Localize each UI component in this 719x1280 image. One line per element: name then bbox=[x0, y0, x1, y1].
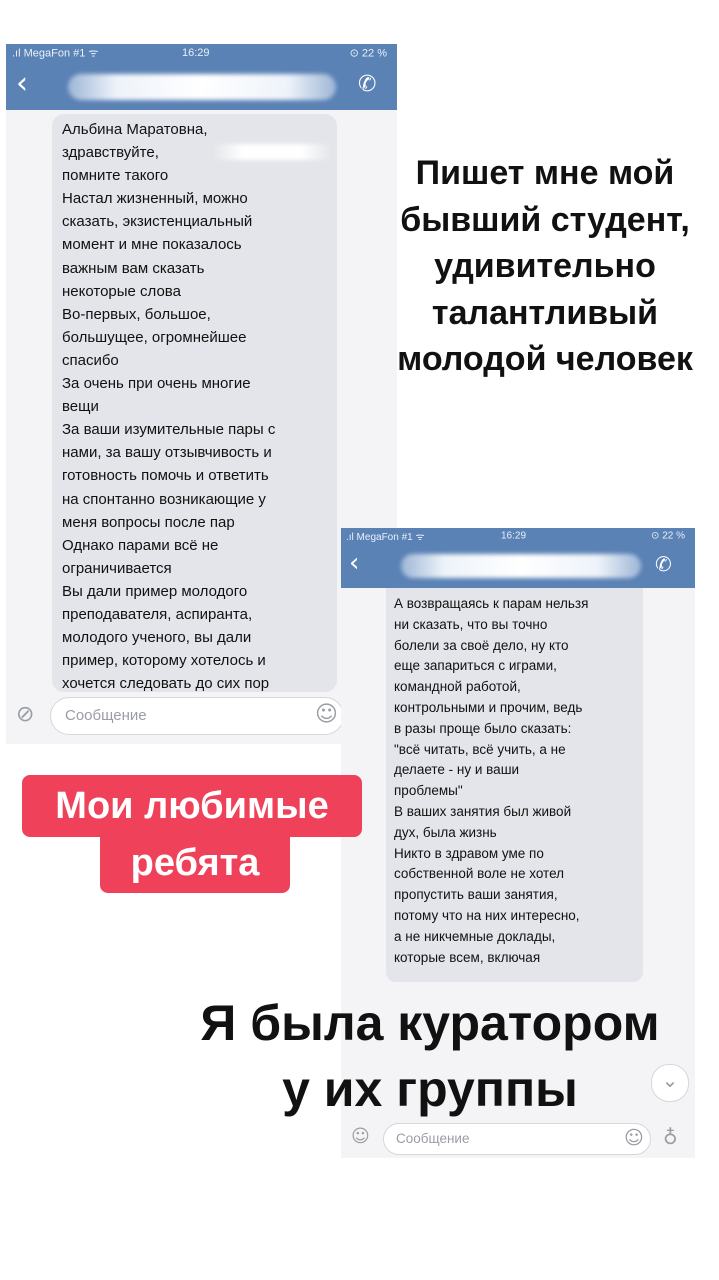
message-line: Никто в здравом уме по bbox=[394, 845, 544, 861]
message-line: пример, которому хотелось и bbox=[62, 652, 266, 670]
carrier-label: .ıl MegaFon #1 ᯤ bbox=[346, 532, 425, 543]
message-line: помните такого bbox=[62, 167, 169, 185]
message-line: А возвращаясь к парам нельзя bbox=[394, 596, 589, 611]
message-line: нами, за вашу отзывчивость и bbox=[62, 444, 272, 462]
caption-line: у их группы bbox=[282, 1061, 578, 1117]
message-line: а не никчемные доклады, bbox=[394, 928, 556, 944]
message-line: спасибо bbox=[62, 351, 119, 369]
phone-icon[interactable]: ✆ bbox=[655, 552, 672, 576]
badge-line: ребята bbox=[130, 842, 260, 884]
message-line: Во-первых, большое, bbox=[62, 305, 211, 323]
message-line: хочется следовать до сих пор bbox=[62, 675, 270, 692]
message-line: За очень при очень многие bbox=[62, 375, 251, 393]
message-line: здравствуйте, bbox=[62, 144, 159, 162]
status-bar bbox=[6, 44, 397, 62]
emoji-icon[interactable]: ☺ bbox=[315, 702, 338, 727]
chat-header bbox=[341, 544, 695, 588]
message-line: преподавателя, аспиранта, bbox=[62, 605, 253, 623]
attach-icon[interactable]: ⊘ bbox=[16, 702, 35, 727]
chat-header bbox=[6, 62, 397, 110]
caption-line: удивительно bbox=[434, 247, 656, 285]
message-input-placeholder: Сообщение bbox=[396, 1131, 470, 1146]
caption-line: Пишет мне мой bbox=[415, 154, 675, 192]
message-line: контрольными и прочим, ведь bbox=[394, 699, 583, 715]
message-line: проблемы" bbox=[394, 783, 463, 799]
message-line: сказать, экзистенциальный bbox=[62, 213, 253, 231]
message-line: потому что на них интересно, bbox=[394, 907, 580, 923]
message-line: которые всем, включая bbox=[394, 949, 541, 965]
message-line: важным вам сказать bbox=[62, 259, 205, 277]
caption-top-right bbox=[380, 150, 710, 383]
favorite-students-badge bbox=[22, 775, 362, 837]
message-line: ограничивается bbox=[62, 559, 172, 577]
message-line: большущее, огромнейшее bbox=[62, 328, 247, 346]
message-line: Альбина Маратовна, bbox=[62, 121, 208, 138]
message-line: вещи bbox=[62, 398, 99, 416]
message-line: За ваши изумительные пары с bbox=[62, 421, 276, 439]
message-line: молодого ученого, вы дали bbox=[62, 629, 252, 647]
message-line: момент и мне показалось bbox=[62, 236, 242, 254]
phone-icon[interactable]: ✆ bbox=[358, 72, 377, 97]
message-line: болели за своё дело, ну кто bbox=[394, 637, 569, 653]
scroll-down-icon[interactable]: ⌄ bbox=[651, 1064, 689, 1102]
message-bubble bbox=[386, 588, 643, 982]
emoji-icon[interactable]: ☺ bbox=[624, 1127, 644, 1149]
message-line: пропустить ваши занятия, bbox=[394, 887, 558, 903]
message-line: В ваших занятия был живой bbox=[394, 803, 572, 819]
message-line: собственной воле не хотел bbox=[394, 866, 565, 882]
message-line: Вы дали пример молодого bbox=[62, 582, 248, 600]
back-arrow-icon[interactable]: ‹ bbox=[16, 66, 28, 101]
message-line: меня вопросы после пар bbox=[62, 513, 235, 531]
clock: 16:29 bbox=[182, 47, 210, 59]
chat-screenshot-left bbox=[6, 44, 397, 744]
message-line: в разы проще было сказать: bbox=[394, 720, 572, 736]
caption-line: талантливый bbox=[431, 293, 659, 332]
contact-name-blurred bbox=[68, 74, 336, 100]
battery-indicator: ⊙ 22 % bbox=[349, 47, 387, 60]
message-line: Настал жизненный, можно bbox=[62, 190, 248, 208]
caption-bottom bbox=[160, 990, 700, 1122]
message-line: на спонтанно возникающие у bbox=[62, 490, 266, 508]
message-line: ни сказать, что вы точно bbox=[394, 616, 548, 632]
contact-name-blurred bbox=[401, 554, 641, 578]
message-line: некоторые слова bbox=[62, 282, 181, 300]
favorite-students-badge-line2 bbox=[100, 835, 290, 893]
clock: 16:29 bbox=[501, 530, 527, 542]
message-line: готовность помочь и ответить bbox=[62, 467, 269, 485]
microphone-icon[interactable]: ♁ bbox=[663, 1125, 678, 1149]
message-line: дух, была жизнь bbox=[394, 824, 497, 840]
message-line: еще запариться с играми, bbox=[394, 658, 557, 674]
message-line: командной работой, bbox=[394, 679, 521, 695]
message-input[interactable] bbox=[383, 1123, 651, 1155]
message-line: "всё читать, всё учить, а не bbox=[394, 741, 566, 757]
battery-indicator: ⊙ 22 % bbox=[651, 530, 685, 542]
message-line: делаете - ну и ваши bbox=[394, 762, 520, 778]
back-arrow-icon[interactable]: ‹ bbox=[349, 548, 360, 578]
message-bubble bbox=[52, 114, 337, 692]
redacted-name bbox=[212, 144, 332, 160]
badge-line: Мои любимые bbox=[55, 785, 329, 827]
sticker-icon[interactable]: ☺ bbox=[351, 1126, 370, 1147]
caption-line: молодой человек bbox=[397, 340, 693, 378]
caption-line: бывший студент, bbox=[400, 200, 690, 239]
status-bar bbox=[341, 528, 695, 544]
caption-line: Я была куратором bbox=[200, 995, 660, 1051]
message-input[interactable] bbox=[50, 697, 344, 735]
carrier-label: .ıl MegaFon #1 ᯤ bbox=[12, 47, 99, 60]
message-line: Однако парами всё не bbox=[62, 536, 219, 554]
message-input-placeholder: Сообщение bbox=[65, 707, 147, 724]
